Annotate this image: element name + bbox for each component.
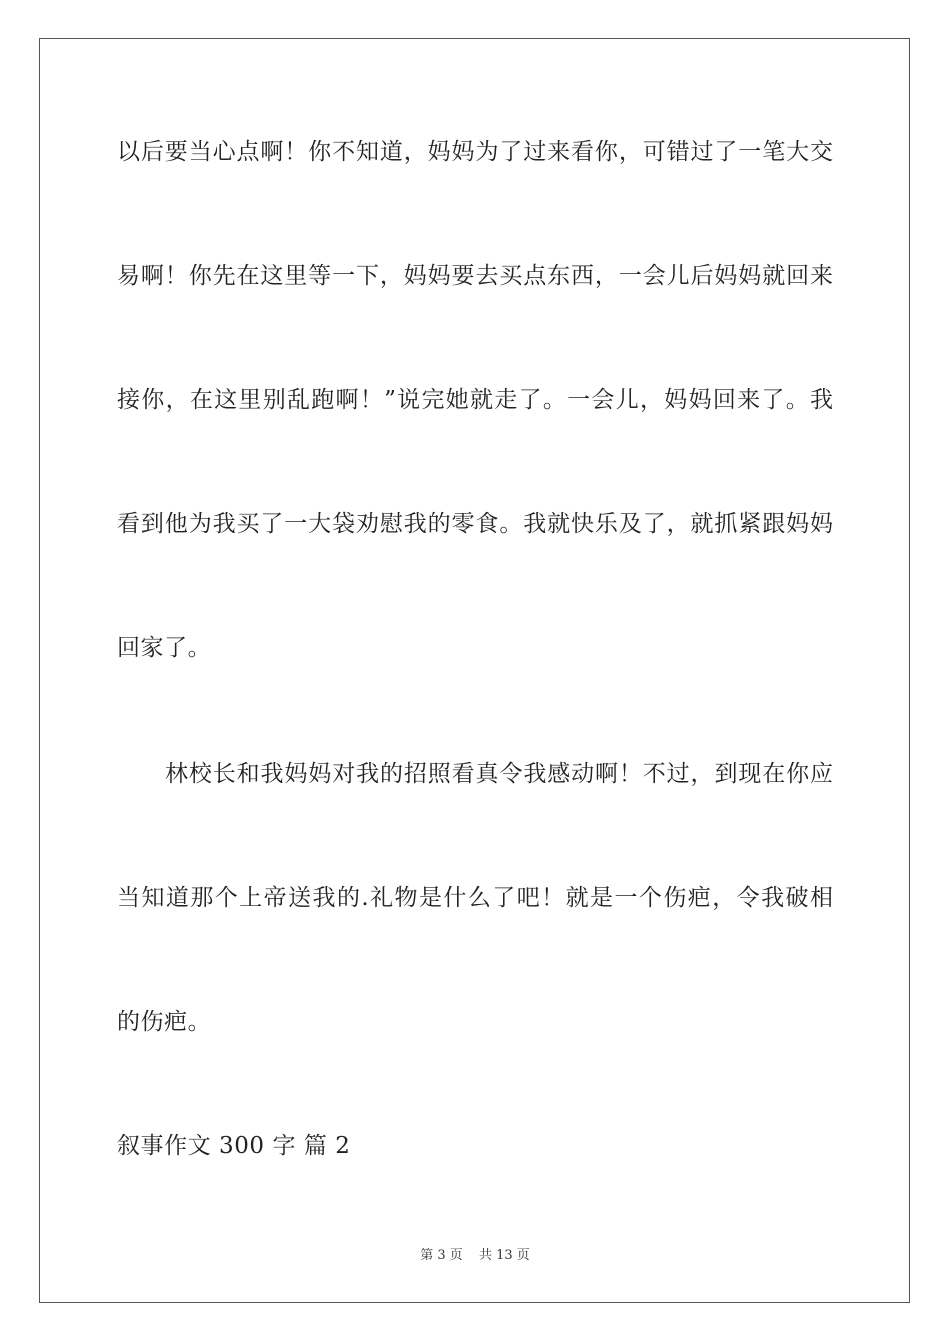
body-text-line: 回家了。 bbox=[117, 635, 212, 661]
body-text-line: 易啊！你先在这里等一下，妈妈要去买点东西，一会儿后妈妈就回来 bbox=[117, 263, 833, 289]
body-text-line: 当知道那个上帝送我的.礼物是什么了吧！就是一个伤疤，令我破相 bbox=[117, 885, 833, 911]
body-text-line: 以后要当心点啊！你不知道，妈妈为了过来看你，可错过了一笔大交 bbox=[117, 139, 833, 165]
body-text-line: 接你，在这里别乱跑啊！”说完她就走了。一会儿，妈妈回来了。我 bbox=[117, 387, 833, 413]
page-border bbox=[39, 38, 910, 1303]
page-total: 共 13 页 bbox=[478, 1248, 530, 1263]
body-text-line: 的伤疤。 bbox=[117, 1009, 212, 1035]
page-number: 第 3 页 bbox=[420, 1248, 463, 1263]
body-text-line: 林校长和我妈妈对我的招照看真令我感动啊！不过，到现在你应 bbox=[165, 761, 833, 787]
section-heading: 叙事作文 300 字 篇 2 bbox=[117, 1133, 351, 1159]
body-text-line: 看到他为我买了一大袋劝慰我的零食。我就快乐及了，就抓紧跟妈妈 bbox=[117, 511, 833, 537]
page-footer bbox=[0, 1247, 950, 1265]
